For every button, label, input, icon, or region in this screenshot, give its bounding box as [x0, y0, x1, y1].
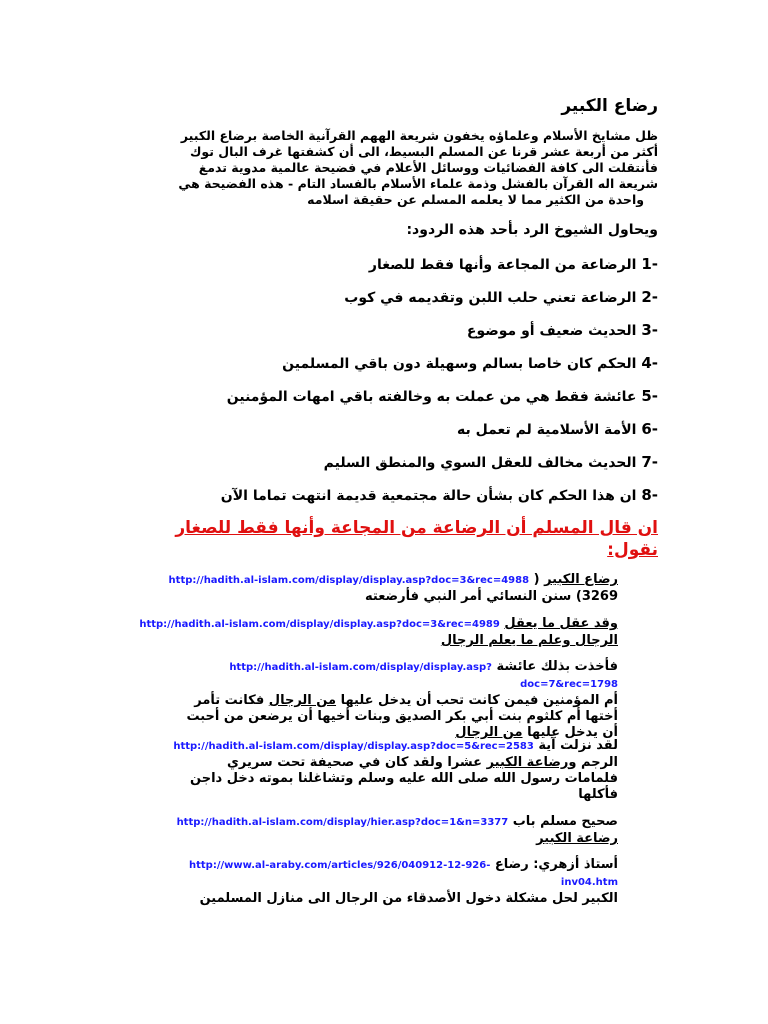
responses-lead: ويحاول الشيوخ الرد بأحد هذه الردود:: [406, 222, 658, 238]
reference-link[interactable]: http://www.al-araby.com/articles/926/040912-12-926-inv04.htm: [189, 860, 618, 888]
response-item: -4 الحكم كان خاصا بسالم وسهيلة دون باقي المسلمين: [282, 354, 658, 372]
section-headline: ان قال المسلم أن الرضاعة من المجاعة وأنها فقط للصغار نقول:: [175, 518, 658, 560]
response-item: -3 الحديث ضعيف أو موضوع: [466, 321, 658, 339]
response-item: -2 الرضاعة تعني حلب اللبن وتقديمه في كوب: [344, 288, 658, 306]
response-item: -8 ان هذا الحكم كان بشأن حالة مجتمعية قديمة انتهت تماما الآن: [220, 486, 658, 504]
intro-line: أكثر من أربعة عشر قرنا عن المسلم البسيط، الى أن كشفتها غرف البال توك: [189, 144, 658, 159]
response-item: -6 الأمة الأسلامية لم تعمل به: [457, 420, 658, 438]
response-item: -7 الحديث مخالف للعقل السوي والمنطق السليم: [323, 453, 658, 471]
reference-link[interactable]: http://hadith.al-islam.com/display/display.asp?doc=3&rec=4988: [168, 575, 530, 586]
reference-entry: صحيح مسلم باب http://hadith.al-islam.com/display/hier.asp?doc=1&n=3377 رضاعة الكبير: [176, 814, 618, 846]
intro-line: فأنتقلت الى كافة الفضائيات ووسائل الأعلام في فضيحة عالمية مدوية تدمغ: [198, 160, 658, 175]
response-item: -1 الرضاعة من المجاعة وأنها فقط للصغار: [368, 255, 658, 273]
reference-entry: رضاع الكبير ( http://hadith.al-islam.com/display/display.asp?doc=3&rec=4988 3269) سنن النسائي أمر النبي فأرضعته: [168, 572, 618, 604]
intro-paragraph: [128, 128, 658, 208]
reference-link[interactable]: http://hadith.al-islam.com/display/display.asp?doc=5&rec=2583: [173, 741, 534, 752]
reference-entry: وقد عقل ما يعقل http://hadith.al-islam.com/display/display.asp?doc=3&rec=4989 الرجال وعلم ما يعلم الرجال: [139, 616, 618, 648]
reference-entry: أستاذ أزهري: رضاع http://www.al-araby.com/articles/926/040912-12-926-inv04.htm الكبير لحل مشكلة دخول الأصدقاء من الرجال الى منازل المسلمين: [189, 857, 618, 906]
intro-line: شريعة اله القرآن بالفشل وذمة علماء الأسلام بالفساد التام - هذه الفضيحة هي: [178, 176, 658, 191]
reference-entry: لقد نزلت آية http://hadith.al-islam.com/display/display.asp?doc=5&rec=2583 الرجم ورضاعة الكبير عشرا ولقد كان في صحيفة تحت سريري فلمامات رسول الله صلى الله عليه وسلم وتشاغلنا بموته دخل داجن فأكلها: [173, 738, 618, 802]
reference-link[interactable]: http://hadith.al-islam.com/display/hier.asp?doc=1&n=3377: [176, 817, 509, 828]
response-item: -5 عائشة فقط هي من عملت به وخالفته باقي امهات المؤمنين: [226, 387, 658, 405]
reference-entry: فأخذت بذلك عائشة http://hadith.al-islam.com/display/display.asp?doc=7&rec=1798 أم المؤمنين فيمن كانت تحب أن يدخل عليها من الرجال فكانت تأمر أختها أم كلثوم بنت أبي بكر الصديق وبنات أخيها أن يرضعن من أحبت أن يدخل عليها من الرجال: [186, 659, 618, 740]
document-title: رضاع الكبير: [561, 96, 658, 116]
intro-line: واحدة من الكثير مما لا يعلمه المسلم عن حقيقة اسلامه: [307, 192, 644, 207]
reference-link[interactable]: http://hadith.al-islam.com/display/display.asp?doc=3&rec=4989: [139, 619, 500, 630]
intro-line: ظل مشايخ الأسلام وعلماؤه يخفون شريعة الههم القرآنية الخاصة برضاع الكبير: [180, 128, 658, 143]
reference-link[interactable]: http://hadith.al-islam.com/display/display.asp?doc=7&rec=1798: [229, 662, 618, 690]
